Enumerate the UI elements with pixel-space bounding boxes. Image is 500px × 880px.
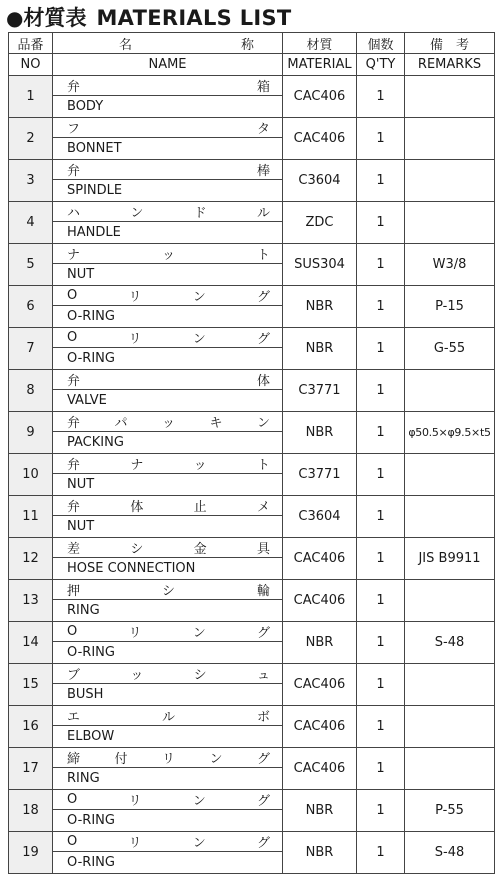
part-number: 8 [9, 370, 53, 412]
part-name-jp [53, 76, 282, 96]
part-material: SUS304 [283, 244, 357, 286]
part-material: NBR [283, 328, 357, 370]
part-name-en: O-RING [67, 309, 115, 324]
part-name-jp-char: メ [256, 500, 270, 515]
part-quantity: 1 [357, 454, 405, 496]
part-name-cell [53, 244, 283, 286]
part-remarks: S-48 [405, 622, 495, 664]
part-name-jp [53, 160, 282, 180]
part-material: NBR [283, 412, 357, 454]
part-number: 5 [9, 244, 53, 286]
header-name-jp-2: 称 [240, 37, 254, 53]
part-name-jp-char: ン [192, 836, 206, 851]
part-name-jp-char: 体 [256, 374, 270, 389]
part-name-jp [53, 664, 282, 684]
part-quantity: 1 [357, 538, 405, 580]
table-row [9, 160, 495, 202]
part-quantity: 1 [357, 76, 405, 118]
bullet-icon: ● [6, 6, 24, 30]
part-name-jp-char: ル [256, 206, 270, 221]
part-name-cell [53, 412, 283, 454]
part-name-cell [53, 454, 283, 496]
part-name-jp [53, 832, 282, 852]
part-name-jp-char: 金 [193, 542, 207, 557]
part-name-jp-char: 締 [67, 752, 81, 767]
part-number: 18 [9, 790, 53, 832]
table-row [9, 832, 495, 874]
part-quantity: 1 [357, 370, 405, 412]
part-name-jp-char: ン [130, 206, 144, 221]
part-name-jp-char: 止 [193, 500, 207, 515]
header-material-jp: 材質 [283, 33, 357, 54]
part-name-en: RING [67, 603, 100, 618]
part-name-jp-char: ン [192, 794, 206, 809]
materials-table [8, 32, 495, 874]
part-name-jp-char: グ [256, 836, 270, 851]
part-material: NBR [283, 832, 357, 874]
part-remarks [405, 160, 495, 202]
part-name-jp-char: パ [114, 416, 128, 431]
part-name-jp [53, 748, 282, 768]
part-name-en: VALVE [67, 393, 107, 408]
part-remarks [405, 202, 495, 244]
table-row [9, 664, 495, 706]
part-material: CAC406 [283, 706, 357, 748]
part-name-jp-char: 輪 [256, 584, 270, 599]
part-name-jp-char: リ [128, 290, 142, 305]
part-remarks: P-55 [405, 790, 495, 832]
part-quantity: 1 [357, 664, 405, 706]
part-material: CAC406 [283, 664, 357, 706]
part-number: 17 [9, 748, 53, 790]
part-name-jp-char: タ [256, 122, 270, 137]
part-name-jp-char: グ [256, 752, 270, 767]
part-name-jp-char: ブ [67, 668, 81, 683]
part-name-jp [53, 622, 282, 642]
part-name-cell [53, 790, 283, 832]
part-number: 10 [9, 454, 53, 496]
part-name-jp [53, 286, 282, 306]
part-remarks: G-55 [405, 328, 495, 370]
table-row [9, 412, 495, 454]
part-quantity: 1 [357, 706, 405, 748]
part-name-jp-char: O [67, 834, 78, 849]
header-remarks-jp: 備 考 [405, 33, 495, 54]
part-name-jp-char: 棒 [256, 164, 270, 179]
part-name-jp-char: グ [256, 626, 270, 641]
part-name-jp-char: キ [209, 416, 223, 431]
part-name-jp-char: シ [193, 668, 207, 683]
part-name-cell [53, 118, 283, 160]
part-name-jp-char: 弁 [67, 416, 81, 431]
part-name-cell [53, 286, 283, 328]
part-number: 2 [9, 118, 53, 160]
part-quantity: 1 [357, 286, 405, 328]
part-remarks [405, 454, 495, 496]
part-name-cell [53, 538, 283, 580]
part-name-jp-char: 押 [67, 584, 81, 599]
part-name-jp-char: 差 [67, 542, 81, 557]
header-no-en: NO [9, 54, 53, 76]
part-remarks [405, 706, 495, 748]
part-name-jp-char: ン [192, 626, 206, 641]
part-name-jp-char: ボ [256, 710, 270, 725]
part-name-jp [53, 328, 282, 348]
part-material: NBR [283, 622, 357, 664]
materials-table-body [9, 76, 495, 874]
part-name-jp [53, 496, 282, 516]
part-name-jp-char: シ [130, 542, 144, 557]
part-name-jp [53, 370, 282, 390]
part-name-jp [53, 790, 282, 810]
part-name-jp [53, 202, 282, 222]
part-name-jp [53, 538, 282, 558]
part-material: C3771 [283, 454, 357, 496]
part-quantity: 1 [357, 412, 405, 454]
part-number: 4 [9, 202, 53, 244]
part-name-en: NUT [67, 519, 95, 534]
table-row [9, 496, 495, 538]
part-quantity: 1 [357, 790, 405, 832]
part-name-cell [53, 202, 283, 244]
part-name-jp-char: リ [128, 626, 142, 641]
part-name-jp-char: グ [256, 794, 270, 809]
part-name-jp-char: グ [256, 290, 270, 305]
title-en: MATERIALS LIST [96, 6, 292, 30]
part-remarks [405, 118, 495, 160]
part-name-jp-char: O [67, 624, 78, 639]
part-name-jp-char: 弁 [67, 80, 81, 95]
part-remarks [405, 76, 495, 118]
part-number: 14 [9, 622, 53, 664]
header-row-en [9, 54, 495, 76]
part-quantity: 1 [357, 328, 405, 370]
part-name-cell [53, 370, 283, 412]
part-name-jp [53, 706, 282, 726]
part-quantity: 1 [357, 748, 405, 790]
table-row [9, 580, 495, 622]
table-row [9, 76, 495, 118]
header-qty-en: Q'TY [357, 54, 405, 76]
table-row [9, 454, 495, 496]
part-name-en: SPINDLE [67, 183, 123, 198]
part-name-jp-char: ッ [130, 668, 144, 683]
part-name-cell [53, 496, 283, 538]
part-number: 12 [9, 538, 53, 580]
part-name-jp-char: ハ [67, 206, 81, 221]
part-quantity: 1 [357, 580, 405, 622]
part-name-jp-char: ナ [67, 248, 81, 263]
table-row [9, 328, 495, 370]
part-remarks: JIS B9911 [405, 538, 495, 580]
part-name-cell [53, 160, 283, 202]
part-name-en: O-RING [67, 351, 115, 366]
page-title [6, 4, 292, 32]
part-name-jp-char: リ [161, 752, 175, 767]
table-row [9, 538, 495, 580]
part-name-jp-char: 体 [130, 500, 144, 515]
part-remarks: S-48 [405, 832, 495, 874]
header-row-jp [9, 33, 495, 54]
part-name-en: NUT [67, 267, 95, 282]
part-remarks [405, 496, 495, 538]
part-name-jp [53, 118, 282, 138]
part-remarks [405, 370, 495, 412]
part-name-jp-char: 弁 [67, 164, 81, 179]
part-name-jp-char: ン [192, 332, 206, 347]
part-name-jp-char: 弁 [67, 458, 81, 473]
part-quantity: 1 [357, 244, 405, 286]
part-name-jp-char: 箱 [256, 80, 270, 95]
part-name-jp [53, 454, 282, 474]
part-name-jp-char: リ [128, 332, 142, 347]
part-name-jp-char: リ [128, 836, 142, 851]
part-name-en: PACKING [67, 435, 124, 450]
part-name-jp-char: グ [256, 332, 270, 347]
part-material: CAC406 [283, 748, 357, 790]
part-number: 19 [9, 832, 53, 874]
table-row [9, 202, 495, 244]
part-name-jp-char: ッ [193, 458, 207, 473]
header-remarks-en: REMARKS [405, 54, 495, 76]
header-name-jp [53, 33, 283, 54]
part-material: C3604 [283, 496, 357, 538]
part-name-jp-char: ド [193, 206, 207, 221]
part-name-cell [53, 76, 283, 118]
part-name-jp-char: ル [161, 710, 175, 725]
part-quantity: 1 [357, 496, 405, 538]
part-material: C3771 [283, 370, 357, 412]
part-number: 3 [9, 160, 53, 202]
part-name-en: BONNET [67, 141, 122, 156]
part-number: 16 [9, 706, 53, 748]
part-name-jp-char: ッ [161, 248, 175, 263]
part-name-jp-char: 具 [256, 542, 270, 557]
part-number: 15 [9, 664, 53, 706]
part-number: 7 [9, 328, 53, 370]
part-name-jp-char: エ [67, 710, 81, 725]
part-name-jp [53, 412, 282, 432]
part-number: 1 [9, 76, 53, 118]
part-name-jp [53, 244, 282, 264]
part-name-jp-char: ュ [256, 668, 270, 683]
part-name-jp-char: 弁 [67, 500, 81, 515]
part-quantity: 1 [357, 622, 405, 664]
table-row [9, 286, 495, 328]
part-remarks: φ50.5×φ9.5×t5 [405, 412, 495, 454]
header-name-jp-1: 名 [119, 37, 133, 53]
part-number: 13 [9, 580, 53, 622]
part-name-jp-char: ッ [161, 416, 175, 431]
part-name-jp-char: ト [256, 248, 270, 263]
header-qty-jp: 個数 [357, 33, 405, 54]
header-name-en: NAME [53, 54, 283, 76]
part-material: NBR [283, 790, 357, 832]
part-name-en: O-RING [67, 855, 115, 870]
part-name-en: HANDLE [67, 225, 121, 240]
part-name-en: HOSE CONNECTION [67, 561, 196, 576]
table-row [9, 118, 495, 160]
part-remarks [405, 664, 495, 706]
table-row [9, 622, 495, 664]
header-no-jp: 品番 [9, 33, 53, 54]
part-name-jp-char: 付 [114, 752, 128, 767]
part-name-jp-char: O [67, 288, 78, 303]
part-name-jp-char: ト [256, 458, 270, 473]
table-row [9, 706, 495, 748]
table-row [9, 748, 495, 790]
part-name-jp-char: 弁 [67, 374, 81, 389]
part-name-cell [53, 664, 283, 706]
part-name-cell [53, 328, 283, 370]
part-name-jp-char: ン [192, 290, 206, 305]
title-jp: 材質表 [23, 6, 87, 30]
part-name-cell [53, 748, 283, 790]
part-material: CAC406 [283, 118, 357, 160]
part-name-jp-char: ン [256, 416, 270, 431]
part-name-en: BODY [67, 99, 104, 114]
part-name-cell [53, 706, 283, 748]
part-name-en: ELBOW [67, 729, 115, 744]
part-name-en: O-RING [67, 813, 115, 828]
part-name-jp [53, 580, 282, 600]
part-quantity: 1 [357, 832, 405, 874]
part-name-cell [53, 622, 283, 664]
part-name-jp-char: O [67, 330, 78, 345]
part-name-jp-char: フ [67, 122, 81, 137]
part-quantity: 1 [357, 160, 405, 202]
part-remarks [405, 580, 495, 622]
table-row [9, 244, 495, 286]
part-name-en: BUSH [67, 687, 104, 702]
part-material: CAC406 [283, 580, 357, 622]
header-material-en: MATERIAL [283, 54, 357, 76]
part-quantity: 1 [357, 118, 405, 160]
part-remarks [405, 748, 495, 790]
part-remarks: W3/8 [405, 244, 495, 286]
part-name-jp-char: ン [209, 752, 223, 767]
part-material: C3604 [283, 160, 357, 202]
part-name-en: RING [67, 771, 100, 786]
part-name-jp-char: ナ [130, 458, 144, 473]
table-row [9, 370, 495, 412]
table-row [9, 790, 495, 832]
part-number: 6 [9, 286, 53, 328]
part-name-jp-char: リ [128, 794, 142, 809]
part-name-jp-char: O [67, 792, 78, 807]
part-name-cell [53, 580, 283, 622]
part-number: 9 [9, 412, 53, 454]
part-name-cell [53, 832, 283, 874]
part-number: 11 [9, 496, 53, 538]
part-material: ZDC [283, 202, 357, 244]
part-material: NBR [283, 286, 357, 328]
part-quantity: 1 [357, 202, 405, 244]
part-material: CAC406 [283, 538, 357, 580]
part-name-jp-char: シ [161, 584, 175, 599]
part-material: CAC406 [283, 76, 357, 118]
part-name-en: O-RING [67, 645, 115, 660]
part-remarks: P-15 [405, 286, 495, 328]
part-name-en: NUT [67, 477, 95, 492]
